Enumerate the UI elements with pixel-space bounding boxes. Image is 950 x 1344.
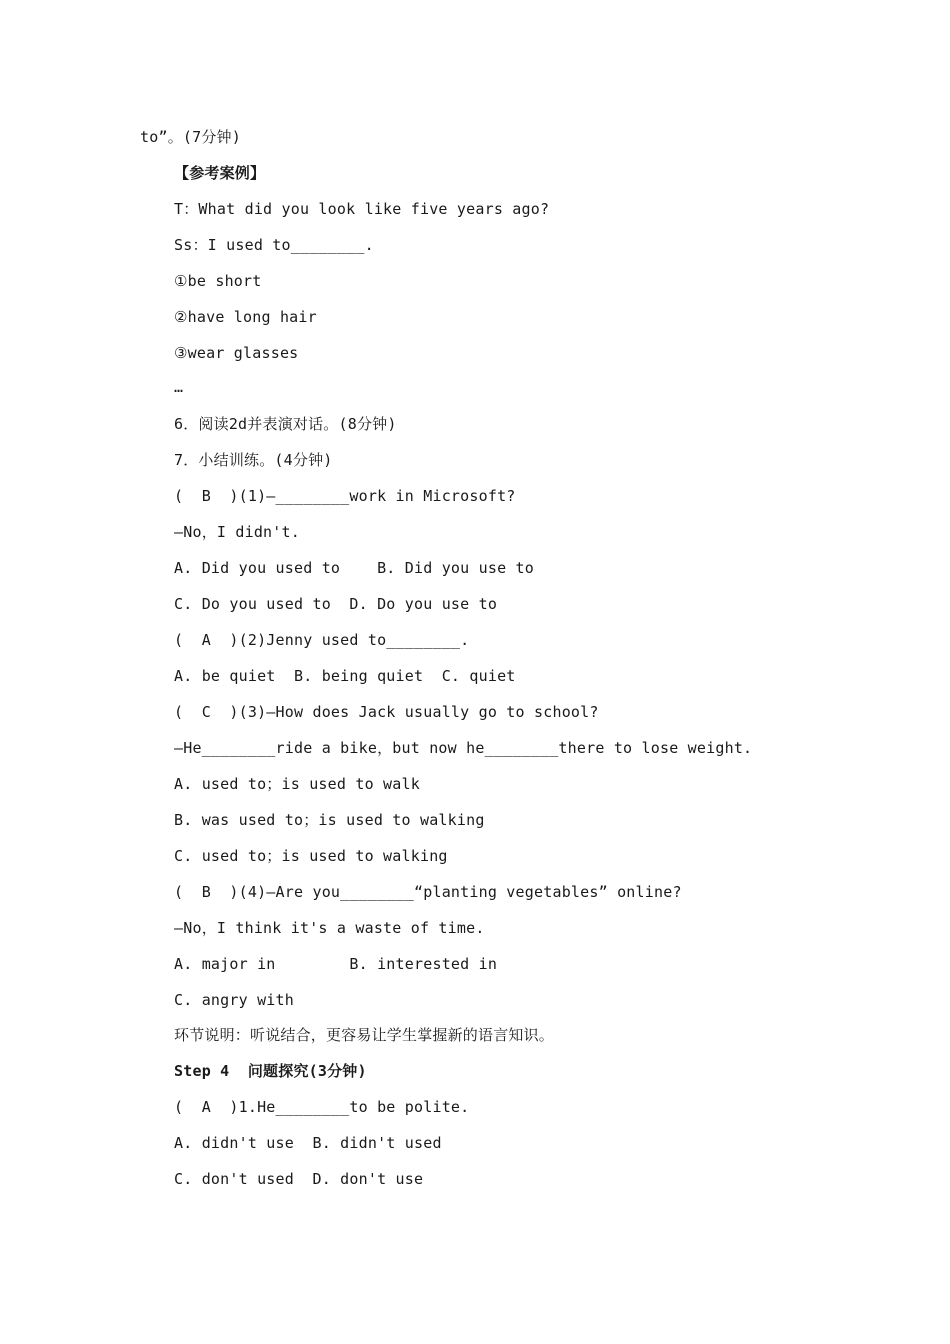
question-4: ( B )(4)—Are you________“planting vegetables” online? (174, 883, 682, 901)
option-item-3: ③wear glasses (174, 344, 299, 362)
question-3-option-a: A. used to；is used to walk (174, 775, 420, 793)
question-4-reply: —No，I think it's a waste of time. (174, 919, 485, 937)
exercise-1-options-ab: A. didn't use B. didn't used (174, 1134, 442, 1152)
question-3-option-c: C. used to；is used to walking (174, 847, 448, 865)
question-1-reply: —No，I didn't. (174, 523, 300, 541)
exercise-1: ( A )1.He________to be polite. (174, 1098, 470, 1116)
question-1-options-cd: C. Do you used to D. Do you use to (174, 595, 498, 613)
question-1: ( B )(1)—________work in Microsoft? (174, 487, 516, 505)
question-2-options: A. be quiet B. being quiet C. quiet (174, 667, 516, 685)
question-4-option-c: C. angry with (174, 991, 294, 1009)
option-item-2: ②have long hair (174, 308, 317, 326)
section-note: 环节说明：听说结合，更容易让学生掌握新的语言知识。 (174, 1026, 555, 1044)
step-7-instruction: 7．小结训练。(4分钟) (174, 451, 333, 469)
option-item-1: ①be short (174, 272, 262, 290)
question-1-options-ab: A. Did you used to B. Did you use to (174, 559, 534, 577)
section-heading-reference-case: 【参考案例】 (174, 164, 266, 182)
step-4-heading: Step 4 问题探究(3分钟) (174, 1062, 367, 1080)
question-4-options-ab: A. major in B. interested in (174, 955, 498, 973)
ellipsis-line: … (174, 378, 184, 396)
question-3-option-b: B. was used to；is used to walking (174, 811, 485, 829)
exercise-1-options-cd: C. don't used D. don't use (174, 1170, 424, 1188)
line-continuation: to”。(7分钟) (140, 128, 241, 146)
question-3: ( C )(3)—How does Jack usually go to school? (174, 703, 599, 721)
dialogue-students-answer: Ss：I used to________. (174, 236, 374, 254)
question-3-reply: —He________ride a bike，but now he________there to lose weight. (174, 739, 753, 757)
dialogue-teacher-question: T：What did you look like five years ago? (174, 200, 550, 218)
question-2: ( A )(2)Jenny used to________. (174, 631, 470, 649)
step-6-instruction: 6．阅读2d并表演对话。(8分钟) (174, 415, 397, 433)
